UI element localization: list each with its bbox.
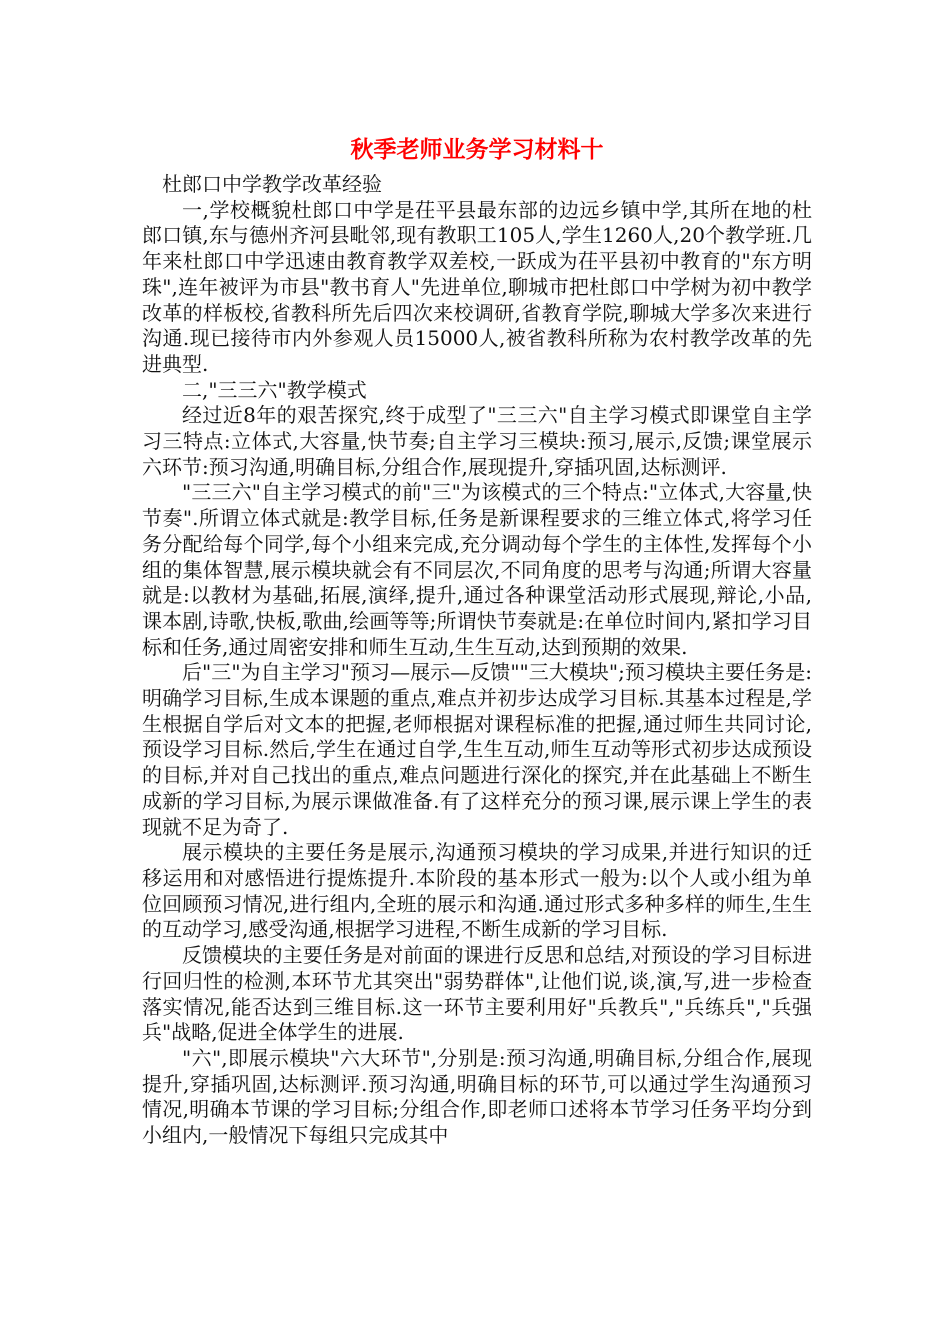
paragraph-three-features: "三三六"自主学习模式的前"三"为该模式的三个特点:"立体式,大容量,快节奏".所谓立体式就是:教学目标,任务是新课程要求的三维立体式,将学习任务分配给每个同学,每个小组来完成,充分调动每个学生的主体性,发挥每个小组的集体智慧,展示模块就会有不同层次,不同角度的思考与沟通;所谓大容量就是:以教材为基础,拓展,演绎,提升,通过各种课堂活动形式展现,辩论,小品,课本剧,诗歌,快板,歌曲,绘画等等;所谓快节奏就是:在单位时间内,紧扣学习目标和任务,通过周密安排和师生互动,生生互动,达到预期的效果. bbox=[142, 480, 812, 659]
paragraph-display-module: 展示模块的主要任务是展示,沟通预习模块的学习成果,并进行知识的迁移运用和对感悟进行提炼提升.本阶段的基本形式一般为:以个人或小组为单位回顾预习情况,进行组内,全班的展示和沟通.通过形式多种多样的师生,生生的互动学习,感受沟通,根据学习进程,不断生成新的学习目标. bbox=[142, 840, 812, 942]
document-subtitle: 杜郎口中学教学改革经验 bbox=[162, 172, 382, 196]
document-page bbox=[142, 130, 812, 1149]
document-title: 秋季老师业务学习材料十 bbox=[350, 136, 604, 163]
section-heading-teaching-model: 二,"三三六"教学模式 bbox=[182, 377, 367, 402]
paragraph-three-modules: 后"三"为自主学习"预习—展示—反馈""三大模块";预习模块主要任务是:明确学习目标,生成本课题的重点,难点并初步达成学习目标.其基本过程是,学生根据自学后对文本的把握,老师根据对课程标准的把握,通过师生共同讨论,预设学习目标.然后,学生在通过自学,生生互动,师生互动等形式初步达成预设的目标,并对自己找出的重点,难点问题进行深化的探究,并在此基础上不断生成新的学习目标,为展示课做准备.有了这样充分的预习课,展示课上学生的表现就不足为奇了. bbox=[142, 660, 812, 839]
document-body bbox=[142, 172, 812, 1149]
paragraph-feedback-module: 反馈模块的主要任务是对前面的课进行反思和总结,对预设的学习目标进行回归性的检测,本环节尤其突出"弱势群体",让他们说,谈,演,写,进一步检查落实情况,能否达到三维目标.这一环节主要利用好"兵教兵","兵练兵","兵强兵"战略,促进全体学生的进展. bbox=[142, 943, 812, 1045]
paragraph-six-steps: "六",即展示模块"六大环节",分别是:预习沟通,明确目标,分组合作,展现提升,穿插巩固,达标测评.预习沟通,明确目标的环节,可以通过学生沟通预习情况,明确本节课的学习目标;分组合作,即老师口述将本节学习任务平均分到小组内,一般情况下每组只完成其中 bbox=[142, 1045, 812, 1148]
paragraph-school-overview: 一,学校概貌杜郎口中学是茌平县最东部的边远乡镇中学,其所在地的杜郎口镇,东与德州齐河县毗邻,现有教职工105人,学生1260人,20个教学班.几年来杜郎口中学迅速由教育教学双差校,一跃成为茌平县初中教育的"东方明珠",连年被评为市县"教书育人"先进单位,聊城市把杜郎口中学树为初中教学改革的样板校,省教科所先后四次来校调研,省教育学院,聊城大学多次来进行沟通.现已接待市内外参观人员15000人,被省教科所称为农村教学改革的先进典型. bbox=[142, 197, 812, 376]
paragraph-model-summary: 经过近8年的艰苦探究,终于成型了"三三六"自主学习模式即课堂自主学习三特点:立体式,大容量,快节奏;自主学习三模块:预习,展示,反馈;课堂展示六环节:预习沟通,明确目标,分组合作,展现提升,穿插巩固,达标测评. bbox=[142, 403, 812, 479]
